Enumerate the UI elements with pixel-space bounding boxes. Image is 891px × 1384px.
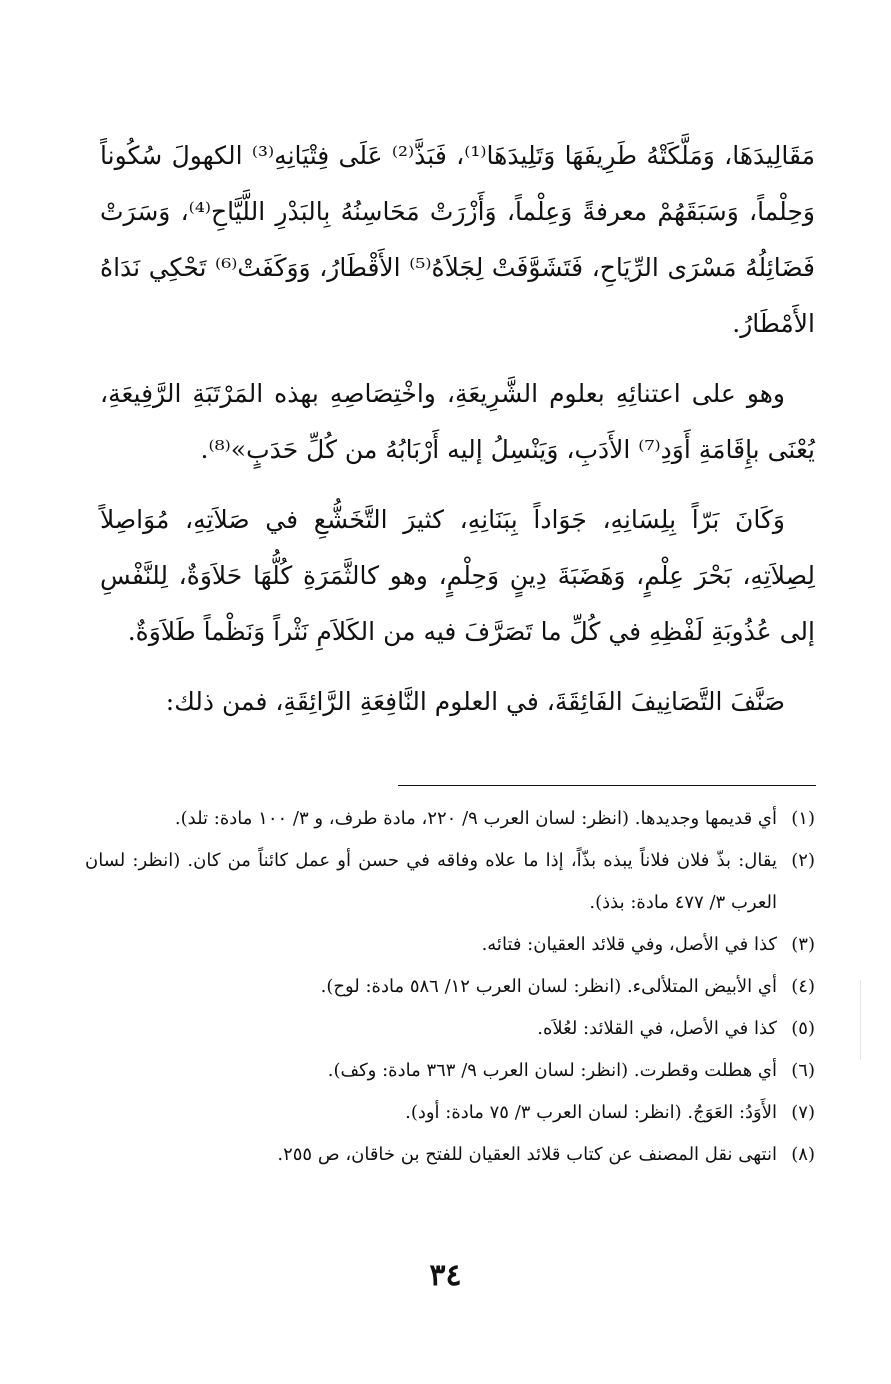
main-text	[100, 128, 815, 744]
footnote-text: كذا في الأصل، وفي قلائد العقيان: فتائه.	[481, 934, 777, 955]
footnote-number: (٣)	[791, 934, 815, 955]
footnote-number: (٨)	[791, 1144, 815, 1165]
paragraph-2: وهو على اعتنائِهِ بعلوم الشَّرِيعَةِ، واخْتِصَاصِهِ بهذه المَرْتَبَةِ الرَّفِيعَةِ، يُعْنَى بإِقَامَةِ أَوَدِ⁽⁷⁾ الأَدَبِ، وَيَنْسِلُ إليه أَرْبَابُهُ من كُلِّ حَدَبٍ»⁽⁸⁾.	[100, 379, 815, 464]
footnote-divider	[398, 785, 816, 786]
footnote-number: (٥)	[791, 1018, 815, 1039]
footnote-text: كذا في الأصل، في القلائد: لعُلاَه.	[537, 1018, 777, 1039]
footnote-text: يقال: بذّ فلان فلاناً يبذه بذّاً، إذا ما علاه وفاقه في حسن أو عمل كائناً من كان. (انظر: لسان العرب ٣/ ٤٧٧ مادة: بذذ).	[85, 850, 777, 913]
footnote-text: انتهى نقل المصنف عن كتاب قلائد العقيان للفتح بن خاقان، ص ٢٥٥.	[277, 1144, 777, 1165]
footnote-text: الأَوَدُ: العَوَجُ. (انظر: لسان العرب ٣/ ٧٥ مادة: أود).	[405, 1102, 777, 1123]
footnote-text: أي هطلت وقطرت. (انظر: لسان العرب ٩/ ٣٦٣ مادة: وكف).	[327, 1060, 777, 1081]
body-text	[100, 128, 815, 730]
footnote-5	[85, 1008, 815, 1050]
footnote-text: أي قديمها وجديدها. (انظر: لسان العرب ٩/ ٢٢٠، مادة طرف، و ٣/ ١٠٠ مادة: تلد).	[174, 808, 777, 829]
paragraph-4: صَنَّفَ التَّصَانِيفَ الفَائِقَةَ، في العلوم النَّافِعَةِ الرَّائِقَةِ، فمن ذلك:	[165, 687, 785, 716]
footnote-number: (٤)	[791, 976, 815, 997]
footnote-text: أي الأبيض المتلألىء. (انظر: لسان العرب ١٢/ ٥٨٦ مادة: لوح).	[320, 976, 777, 997]
footnote-7	[85, 1092, 815, 1134]
footnote-3	[85, 924, 815, 966]
page-number: ٣٤	[429, 1258, 462, 1293]
footnote-4	[85, 966, 815, 1008]
paragraph-3: وَكَانَ بَرّاً بِلِسَانِهِ، جَوَاداً بِبَنَانِهِ، كثيرَ التَّخَشُّعِ في صَلاَتِهِ، مُوَاصِلاً لِصِلاَتِهِ، بَحْرَ عِلْمٍ، وَهَضَبَةَ دِينٍ وَحِلْمٍ، وهو كالثَّمَرَةِ كُلُّهَا حَلاَوَةٌ، لِلنَّفْسِ إلى عُذُوبَةِ لَفْظِهِ في كُلِّ ما تَصَرَّفَ فيه من الكَلاَمِ نَثْراً وَنَظْماً طَلاَوَةٌ.	[100, 505, 815, 646]
paragraph-1: مَقَالِيدَهَا، وَمَلَّكَتْهُ طَرِيفَهَا وَتَلِيدَهَا⁽¹⁾، فَبَذَّ⁽²⁾ عَلَى فِتْيَانِهِ⁽³⁾ الكهولَ سُكُوناً وَحِلْماً، وَسَبَقَهُمْ معرفةً وَعِلْماً، وَأَزْرَتْ مَحَاسِنُهُ بِالبَدْرِ اللَّيَّاحِ⁽⁴⁾، وَسَرَتْ فَضَائِلُهُ مَسْرَى الرِّيَاحِ، فَتَشَوَّفَتْ لِجَلاَهُ⁽⁵⁾ الأَقْطَارُ، وَوَكَفَتْ⁽⁶⁾ تَحْكِي نَدَاهُ الأَمْطَارُ.	[100, 141, 815, 338]
footnote-6	[85, 1050, 815, 1092]
footnote-number: (١)	[791, 808, 815, 829]
footnote-number: (٢)	[791, 850, 815, 871]
footnote-number: (٦)	[791, 1060, 815, 1081]
scan-gutter-mark	[860, 980, 861, 1060]
footnote-2	[85, 840, 815, 924]
footnote-1	[85, 798, 815, 840]
footnote-8	[85, 1134, 815, 1176]
footnotes	[85, 798, 815, 1176]
footnote-number: (٧)	[791, 1102, 815, 1123]
